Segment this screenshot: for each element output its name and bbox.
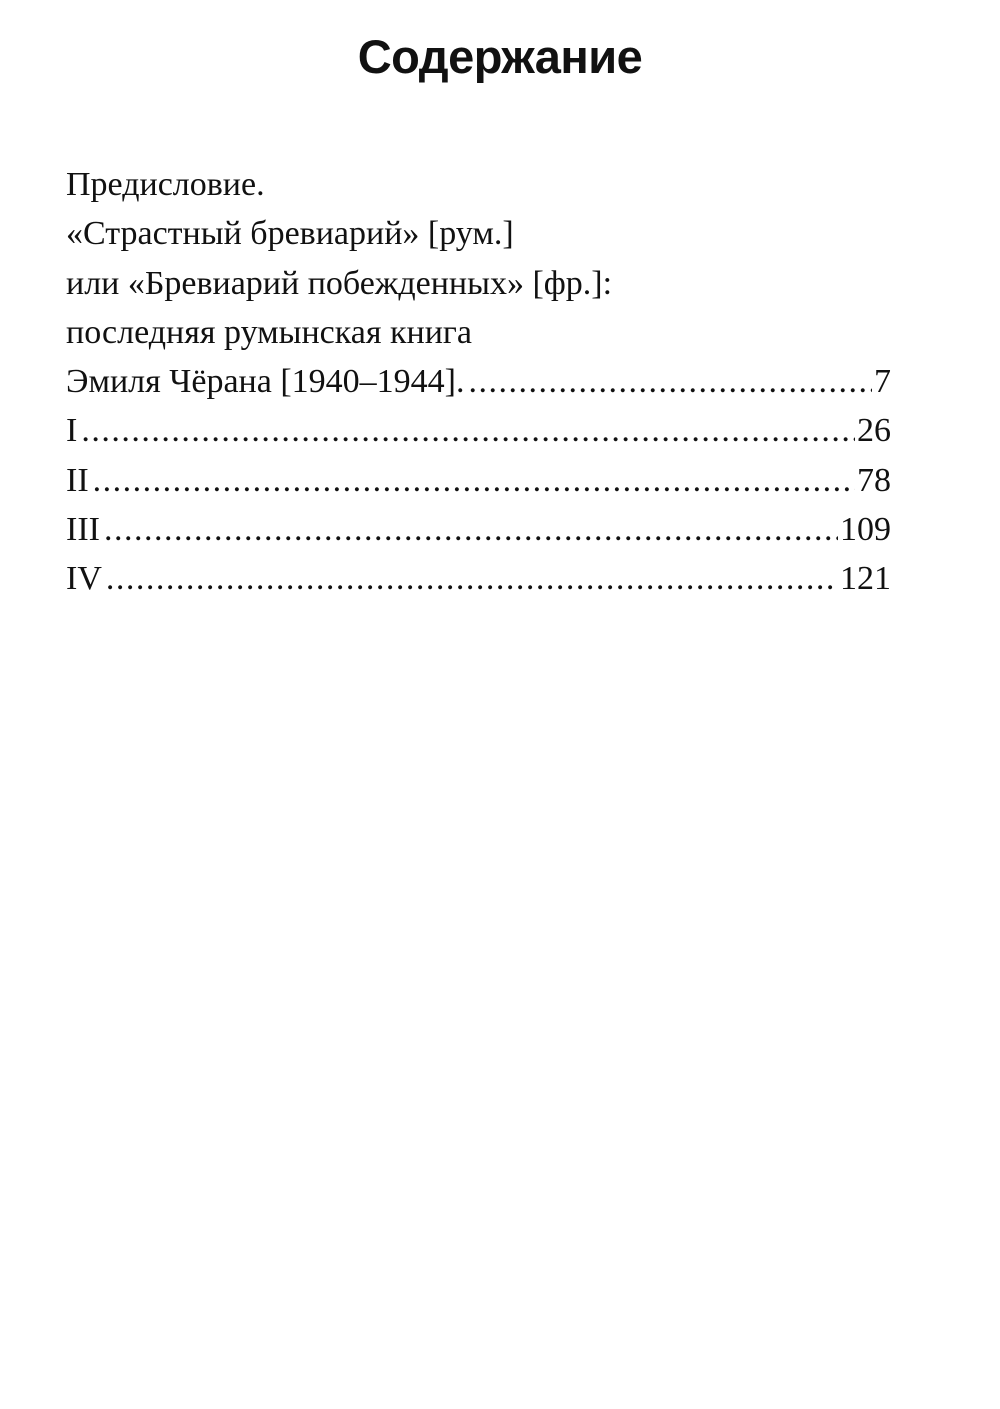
toc-entry-label: Эмиля Чёрана [1940–1944]. <box>66 363 465 401</box>
dot-leader <box>106 554 838 603</box>
dot-leader <box>104 505 838 554</box>
toc-preface-line: последняя румынская книга <box>66 313 472 351</box>
table-of-contents <box>66 160 891 604</box>
toc-entry-part-4[interactable] <box>66 554 891 603</box>
toc-page-number: 78 <box>857 461 891 499</box>
toc-entry-part-2[interactable] <box>66 456 891 505</box>
toc-entry-label: I <box>66 412 78 450</box>
page-title: Содержание <box>357 30 643 83</box>
toc-entry-label: IV <box>66 560 102 598</box>
toc-entry-part-1[interactable] <box>66 406 891 455</box>
toc-page-number: 109 <box>840 511 891 549</box>
toc-page-number: 7 <box>874 363 891 401</box>
toc-page-number: 26 <box>857 412 891 450</box>
toc-page-number: 121 <box>840 560 891 598</box>
dot-leader <box>93 456 855 505</box>
toc-entry-label: III <box>66 511 100 549</box>
dot-leader <box>81 406 855 455</box>
toc-entry-part-3[interactable] <box>66 505 891 554</box>
toc-preface-line: Предисловие. <box>66 166 265 203</box>
toc-entry-label: II <box>66 461 89 499</box>
toc-preface-line: или «Бревиарий побежденных» [фр.]: <box>66 264 613 302</box>
dot-leader <box>468 357 872 406</box>
toc-preface-line: «Страстный бревиарий» [рум.] <box>66 215 514 253</box>
toc-entry-preface[interactable] <box>66 357 891 406</box>
